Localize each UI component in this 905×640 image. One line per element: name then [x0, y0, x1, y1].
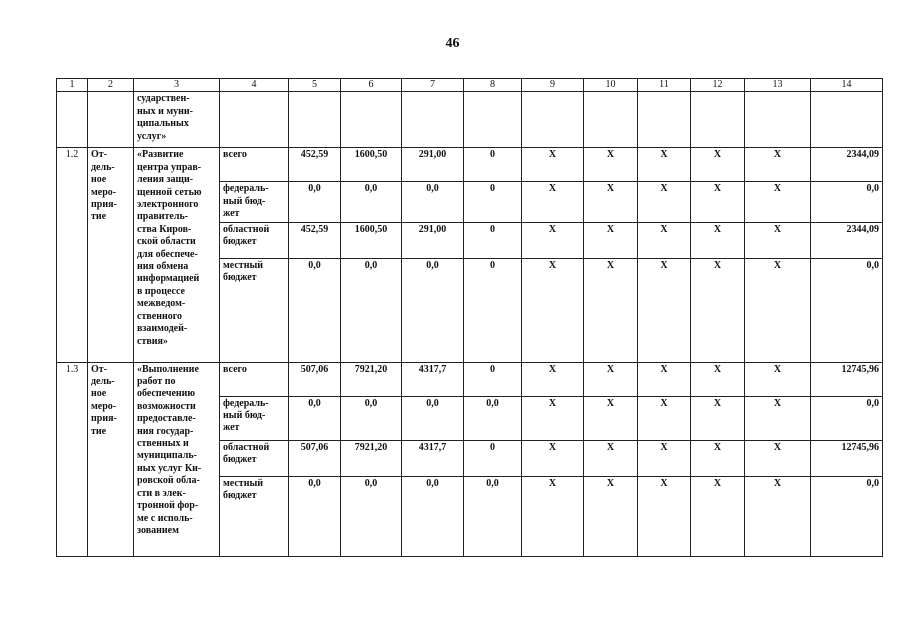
- amount-cell: 0: [464, 440, 522, 476]
- text-line: «Выполнение: [137, 363, 199, 375]
- amount-cell: 0,0: [341, 258, 402, 362]
- not-applicable-mark: X: [638, 258, 691, 362]
- amount-cell: 0,0: [341, 476, 402, 556]
- funding-source: [220, 440, 289, 476]
- text-line: ных и муни-: [137, 105, 193, 117]
- row-index: 1.3: [57, 362, 88, 556]
- not-applicable-mark: X: [691, 440, 745, 476]
- amount-cell: 0,0: [402, 476, 464, 556]
- text-line: услуг»: [137, 130, 167, 142]
- not-applicable-mark: X: [691, 362, 745, 396]
- amount-cell: 4317,7: [402, 440, 464, 476]
- not-applicable-mark: X: [522, 440, 584, 476]
- text-line: прия-: [91, 199, 117, 211]
- text-line: федераль-: [223, 183, 269, 195]
- column-number: 14: [811, 79, 883, 92]
- funding-source: [220, 258, 289, 362]
- column-number: 5: [289, 79, 341, 92]
- text-line: ное: [91, 388, 107, 400]
- amount-cell: 2344,09: [811, 222, 883, 258]
- text-line: электронного: [137, 199, 199, 211]
- amount-cell: 291,00: [402, 222, 464, 258]
- budget-table: [56, 78, 883, 557]
- not-applicable-mark: X: [638, 476, 691, 556]
- text-line: ственных и: [137, 438, 189, 450]
- amount-cell: 1600,50: [341, 148, 402, 182]
- not-applicable-mark: X: [691, 222, 745, 258]
- not-applicable-mark: X: [691, 396, 745, 440]
- amount-cell: 0,0: [464, 476, 522, 556]
- text-line: ме с исполь-: [137, 512, 193, 524]
- text-line: правитель-: [137, 211, 189, 223]
- not-applicable-mark: X: [584, 440, 638, 476]
- text-line: федераль-: [223, 397, 269, 409]
- text-line: обеспечению: [137, 388, 196, 400]
- text-line: бюджет: [223, 272, 257, 284]
- text-line: дель-: [91, 376, 115, 388]
- text-line: ствия»: [137, 335, 168, 347]
- column-number: 8: [464, 79, 522, 92]
- text-line: всего: [223, 363, 247, 375]
- column-number: 6: [341, 79, 402, 92]
- amount-cell: 0,0: [289, 396, 341, 440]
- text-line: ное: [91, 174, 107, 186]
- text-line: областной: [223, 223, 270, 235]
- text-line: всего: [223, 149, 247, 161]
- not-applicable-mark: X: [691, 148, 745, 182]
- amount-cell: 507,06: [289, 362, 341, 396]
- text-line: взаимодей-: [137, 323, 188, 335]
- amount-cell: 0: [464, 148, 522, 182]
- amount-cell: 2344,09: [811, 148, 883, 182]
- funding-source: [220, 396, 289, 440]
- row-index: 1.2: [57, 148, 88, 362]
- measure-name: [134, 148, 220, 362]
- text-line: щенной сетью: [137, 186, 202, 198]
- not-applicable-mark: X: [522, 396, 584, 440]
- not-applicable-mark: X: [584, 396, 638, 440]
- funding-source: [220, 476, 289, 556]
- not-applicable-mark: X: [691, 258, 745, 362]
- text-line: межведом-: [137, 298, 186, 310]
- column-number: 10: [584, 79, 638, 92]
- not-applicable-mark: X: [745, 362, 811, 396]
- text-line: ственного: [137, 310, 183, 322]
- text-line: жет: [223, 208, 240, 220]
- not-applicable-mark: X: [745, 476, 811, 556]
- not-applicable-mark: X: [522, 148, 584, 182]
- text-line: ный бюд-: [223, 195, 266, 207]
- not-applicable-mark: X: [584, 148, 638, 182]
- text-line: ный бюд-: [223, 410, 266, 422]
- text-line: в процессе: [137, 285, 185, 297]
- not-applicable-mark: X: [745, 222, 811, 258]
- text-line: сти в элек-: [137, 487, 186, 499]
- continuation-row: [57, 92, 883, 148]
- amount-cell: 0,0: [341, 182, 402, 222]
- amount-cell: 0,0: [341, 396, 402, 440]
- table-row: [57, 362, 883, 396]
- text-line: бюджет: [223, 490, 257, 502]
- column-number: 4: [220, 79, 289, 92]
- text-line: От-: [91, 149, 108, 161]
- not-applicable-mark: X: [691, 476, 745, 556]
- text-line: меро-: [91, 400, 117, 412]
- amount-cell: 0,0: [464, 396, 522, 440]
- text-line: ской области: [137, 236, 196, 248]
- amount-cell: 0: [464, 182, 522, 222]
- text-line: тронной фор-: [137, 500, 199, 512]
- amount-cell: 0,0: [289, 182, 341, 222]
- text-line: ства Киров-: [137, 223, 192, 235]
- text-line: возможности: [137, 400, 196, 412]
- continuation-name: [134, 92, 220, 148]
- column-number: 1: [57, 79, 88, 92]
- column-number: 3: [134, 79, 220, 92]
- amount-cell: 452,59: [289, 222, 341, 258]
- amount-cell: 0,0: [402, 396, 464, 440]
- text-line: прия-: [91, 413, 117, 425]
- not-applicable-mark: X: [638, 362, 691, 396]
- funding-source: [220, 362, 289, 396]
- not-applicable-mark: X: [522, 222, 584, 258]
- amount-cell: 0: [464, 362, 522, 396]
- amount-cell: 4317,7: [402, 362, 464, 396]
- text-line: местный: [223, 477, 264, 489]
- text-line: От-: [91, 363, 108, 375]
- amount-cell: 0,0: [811, 396, 883, 440]
- text-line: «Развитие: [137, 149, 184, 161]
- text-line: тие: [91, 425, 107, 437]
- amount-cell: 0: [464, 258, 522, 362]
- not-applicable-mark: X: [584, 182, 638, 222]
- not-applicable-mark: X: [638, 440, 691, 476]
- amount-cell: 0,0: [811, 258, 883, 362]
- not-applicable-mark: X: [745, 258, 811, 362]
- text-line: ления защи-: [137, 174, 194, 186]
- amount-cell: 7921,20: [341, 440, 402, 476]
- column-number-row: [57, 79, 883, 92]
- measure-type: [88, 362, 134, 556]
- page-number: 46: [445, 36, 460, 51]
- not-applicable-mark: X: [584, 222, 638, 258]
- text-line: местный: [223, 259, 264, 271]
- not-applicable-mark: X: [584, 258, 638, 362]
- text-line: бюджет: [223, 454, 257, 466]
- not-applicable-mark: X: [745, 182, 811, 222]
- amount-cell: 507,06: [289, 440, 341, 476]
- amount-cell: 0,0: [289, 258, 341, 362]
- text-line: работ по: [137, 376, 176, 388]
- text-line: для обеспече-: [137, 248, 198, 260]
- amount-cell: 0,0: [402, 258, 464, 362]
- not-applicable-mark: X: [745, 148, 811, 182]
- text-line: меро-: [91, 186, 117, 198]
- amount-cell: 12745,96: [811, 362, 883, 396]
- text-line: ровской обла-: [137, 475, 200, 487]
- text-line: муниципаль-: [137, 450, 197, 462]
- text-line: ния обмена: [137, 261, 189, 273]
- amount-cell: 0,0: [811, 476, 883, 556]
- not-applicable-mark: X: [522, 476, 584, 556]
- not-applicable-mark: X: [522, 182, 584, 222]
- text-line: бюджет: [223, 236, 257, 248]
- amount-cell: 452,59: [289, 148, 341, 182]
- not-applicable-mark: X: [691, 182, 745, 222]
- funding-source: [220, 148, 289, 182]
- column-number: 7: [402, 79, 464, 92]
- text-line: центра управ-: [137, 161, 202, 173]
- column-number: 12: [691, 79, 745, 92]
- not-applicable-mark: X: [745, 396, 811, 440]
- not-applicable-mark: X: [638, 222, 691, 258]
- column-number: 9: [522, 79, 584, 92]
- amount-cell: 1600,50: [341, 222, 402, 258]
- text-line: предоставле-: [137, 413, 196, 425]
- text-line: ных услуг Ки-: [137, 462, 202, 474]
- funding-source: [220, 182, 289, 222]
- amount-cell: 291,00: [402, 148, 464, 182]
- column-number: 13: [745, 79, 811, 92]
- amount-cell: 0,0: [811, 182, 883, 222]
- not-applicable-mark: X: [522, 258, 584, 362]
- not-applicable-mark: X: [638, 182, 691, 222]
- not-applicable-mark: X: [638, 148, 691, 182]
- text-line: информацией: [137, 273, 200, 285]
- text-line: жет: [223, 422, 240, 434]
- amount-cell: 0,0: [289, 476, 341, 556]
- text-line: сударствен-: [137, 93, 190, 105]
- text-line: зованием: [137, 524, 179, 536]
- not-applicable-mark: X: [584, 362, 638, 396]
- amount-cell: 12745,96: [811, 440, 883, 476]
- measure-type: [88, 148, 134, 362]
- text-line: тие: [91, 211, 107, 223]
- text-line: дель-: [91, 161, 115, 173]
- text-line: областной: [223, 441, 270, 453]
- amount-cell: 0: [464, 222, 522, 258]
- funding-source: [220, 222, 289, 258]
- column-number: 2: [88, 79, 134, 92]
- not-applicable-mark: X: [638, 396, 691, 440]
- text-line: ния государ-: [137, 425, 194, 437]
- text-line: ципальных: [137, 118, 189, 130]
- amount-cell: 7921,20: [341, 362, 402, 396]
- table-row: [57, 148, 883, 182]
- measure-name: [134, 362, 220, 556]
- column-number: 11: [638, 79, 691, 92]
- not-applicable-mark: X: [522, 362, 584, 396]
- not-applicable-mark: X: [584, 476, 638, 556]
- not-applicable-mark: X: [745, 440, 811, 476]
- amount-cell: 0,0: [402, 182, 464, 222]
